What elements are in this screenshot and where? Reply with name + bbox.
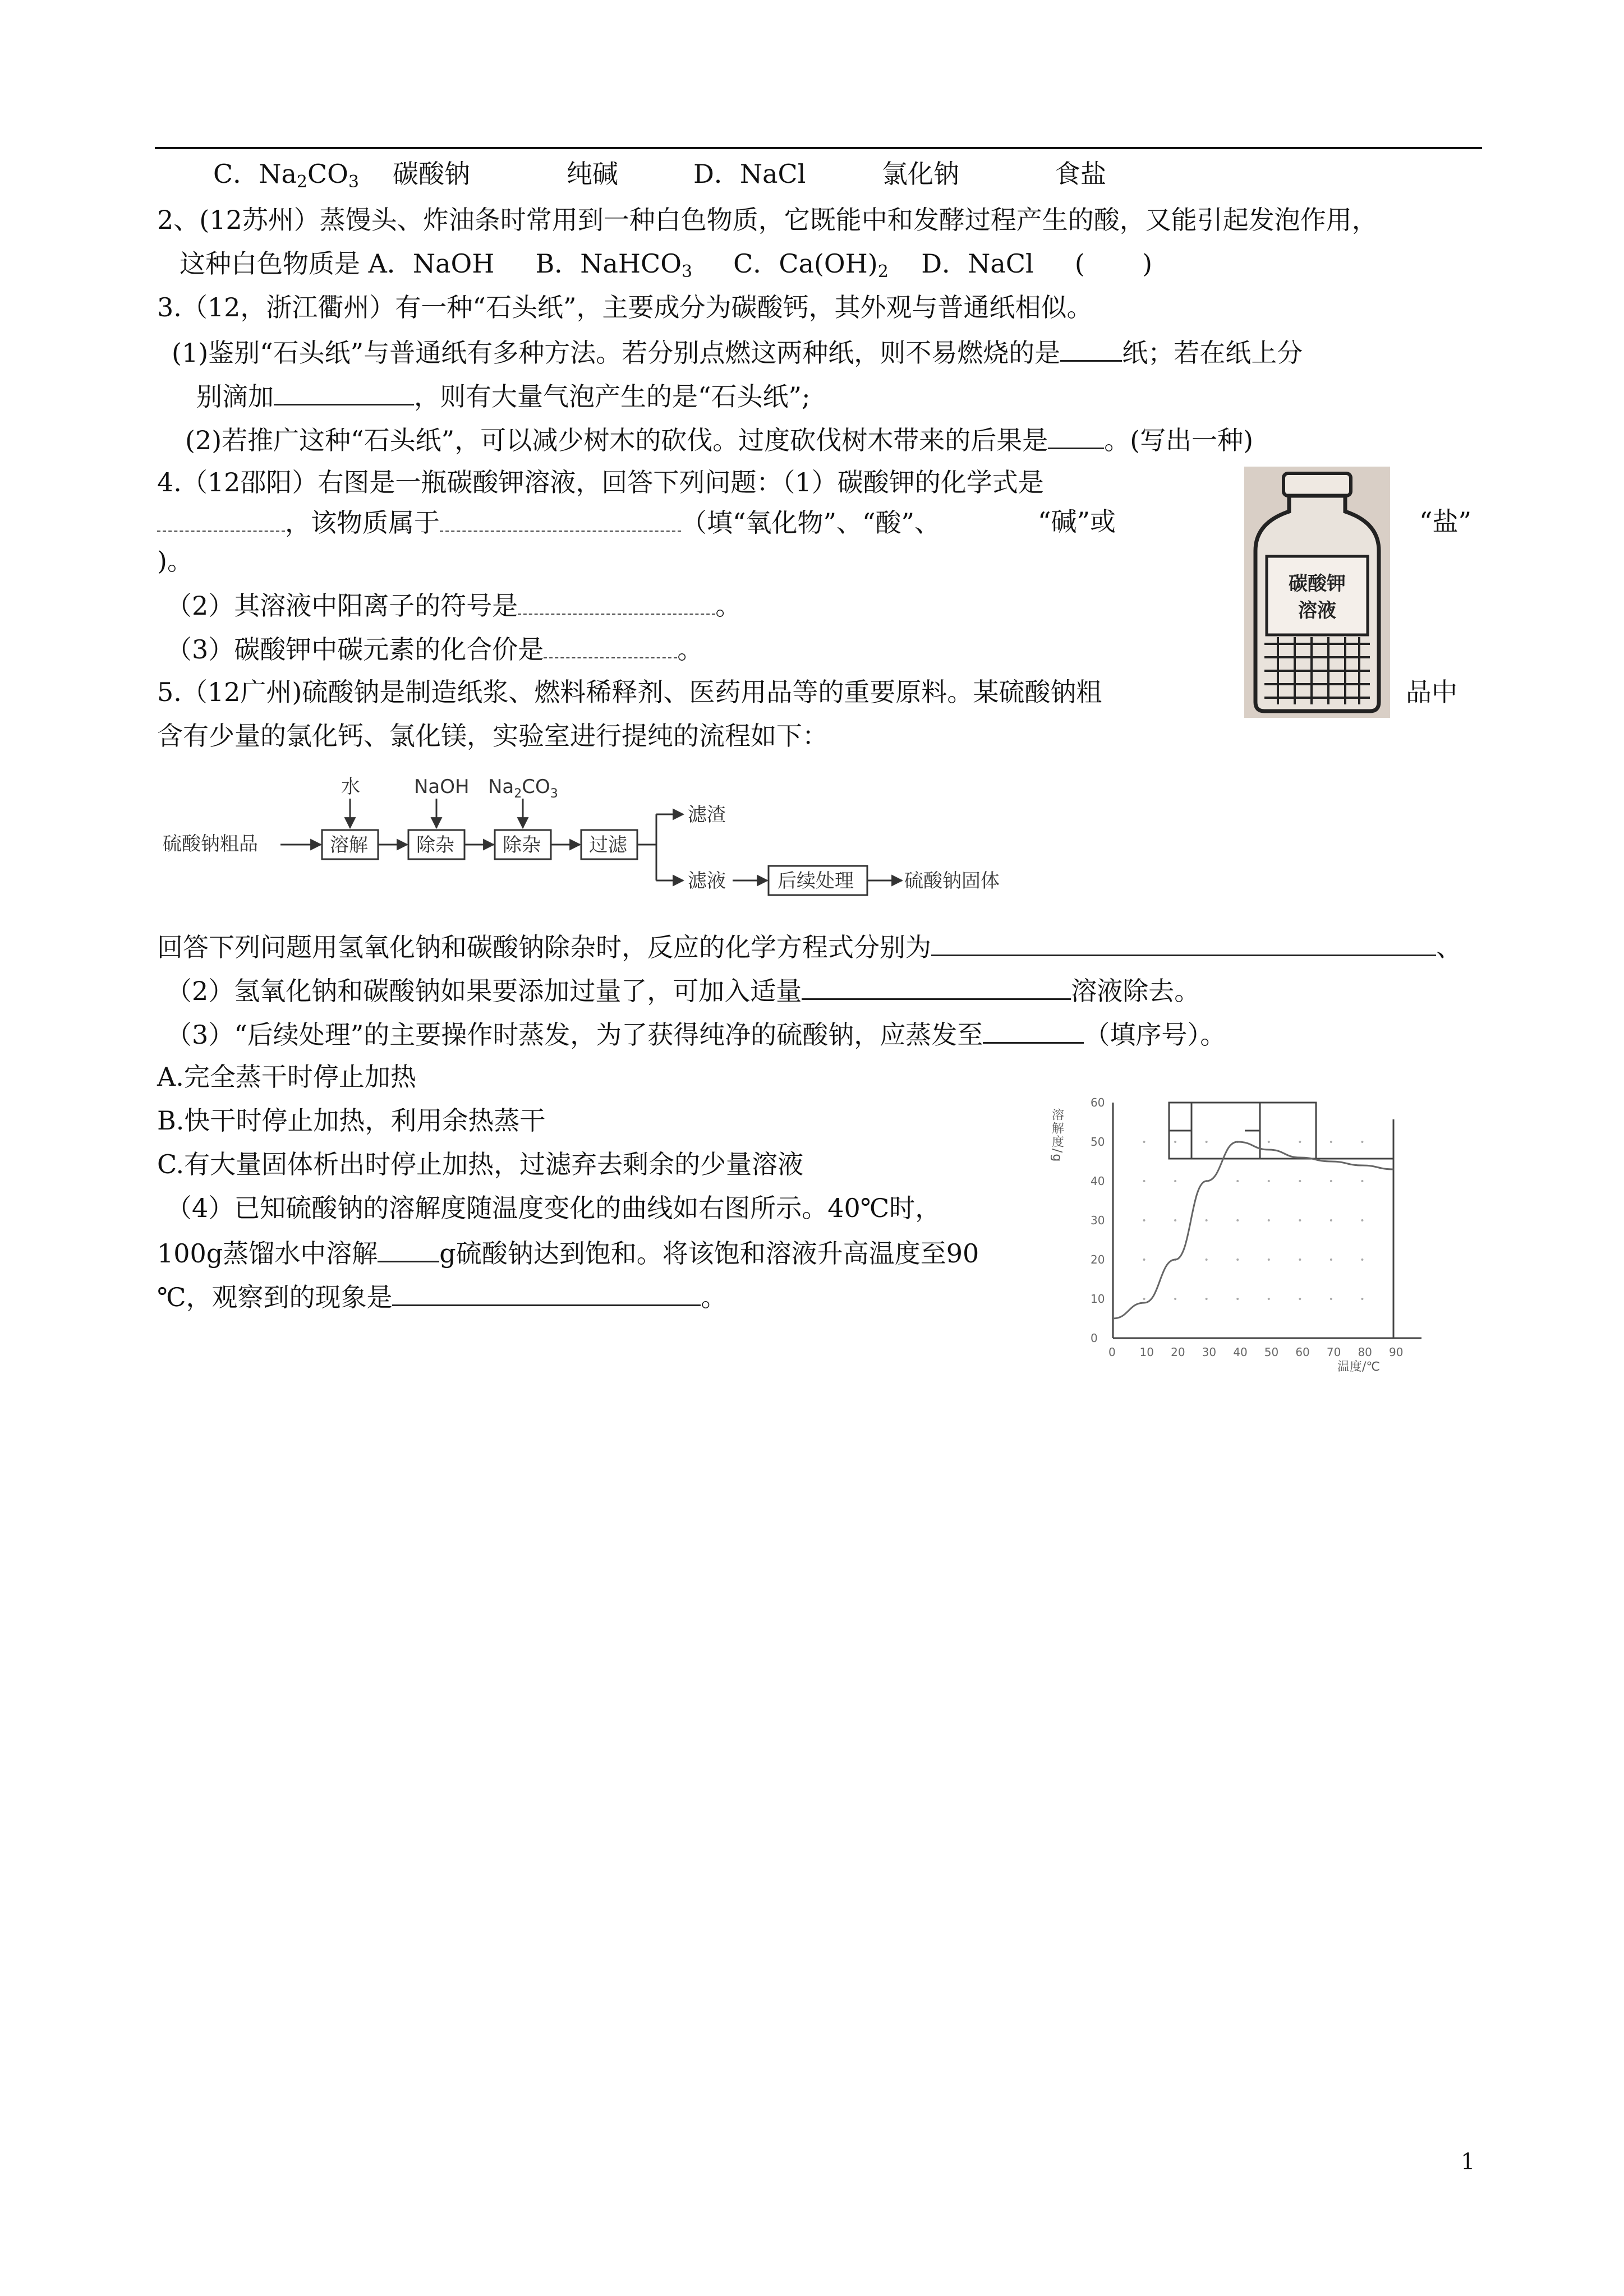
q4-line4: （2）其溶液中阳离子的符号是 。	[166, 588, 741, 623]
q5-blank-equations[interactable]	[931, 929, 1436, 956]
q2-line2: 这种白色物质是 A．NaOH B．NaHCO$_3$ C．$Ca(OH)_2$ D．NaCl ( )	[180, 248, 1153, 282]
chart-grid-dot	[1330, 1298, 1332, 1300]
q4-line2-salt: “盐”	[1419, 506, 1472, 537]
chart-grid-dot	[1206, 1219, 1208, 1221]
q5-line6: （4）已知硫酸钠的溶解度随温度变化的曲线如右图所示。40℃时，	[166, 1193, 941, 1223]
solubility-curve	[1113, 1142, 1393, 1318]
chart-grid-dot	[1361, 1219, 1363, 1221]
purification-flow-diagram	[163, 768, 1105, 903]
chart-xlabel: 温度/℃	[1337, 1360, 1381, 1374]
q4-blank-cation[interactable]	[518, 588, 715, 615]
svg-text:后续处理: 后续处理	[778, 870, 854, 892]
bottle-label-line2: 溶液	[1298, 600, 1336, 622]
chart-grid-dot	[1268, 1219, 1270, 1221]
svg-text:溶解: 溶解	[330, 834, 368, 856]
chart-grid-dot	[1143, 1258, 1145, 1261]
q3-blank-1[interactable]	[1060, 334, 1122, 362]
solubility-curve-chart	[1046, 1086, 1438, 1377]
chart-grid-dot	[1268, 1141, 1270, 1143]
chart-grid-dot	[1299, 1141, 1301, 1143]
chart-grid-dot	[1236, 1219, 1239, 1221]
chart-ylabel: 溶解度/g	[1050, 1108, 1064, 1163]
flow-filtrate: 滤液	[688, 870, 726, 892]
flow-residue: 滤渣	[688, 804, 726, 826]
chart-grid-dot	[1268, 1180, 1270, 1182]
chart-x-tick: 90	[1389, 1345, 1404, 1359]
chart-grid-dot	[1361, 1258, 1363, 1261]
q3-blank-2[interactable]	[274, 378, 414, 405]
q3-line4: (2)若推广这种“石头纸”，可以减少树木的砍伐。过度砍伐树木带来的后果是 。(写出一种)	[185, 422, 1253, 457]
chart-grid-dot	[1143, 1180, 1145, 1182]
q5-option-c: C.有大量固体析出时停止加热，过滤弃去剩余的少量溶液	[157, 1149, 804, 1179]
chart-x-tick: 0	[1108, 1345, 1116, 1359]
q5-line1-tail: 品中	[1406, 677, 1457, 707]
q5-line1: 5.（12广州)硫酸钠是制造纸浆、燃料稀释剂、医药用品等的重要原料。某硫酸钠粗	[157, 677, 1102, 707]
potassium-carbonate-bottle-image	[1244, 467, 1390, 718]
chart-grid-dot	[1361, 1298, 1363, 1300]
q5-line4: （2）氢氧化钠和碳酸钠如果要添加过量了，可加入适量 溶液除去。	[166, 972, 1200, 1008]
q4-line2-base: “碱”或	[1038, 506, 1116, 537]
svg-text:过滤: 过滤	[589, 834, 627, 856]
chart-grid-dot	[1299, 1258, 1301, 1261]
q3-blank-3[interactable]	[1048, 422, 1104, 449]
q3-line1: 3.（12，浙江衢州）有一种“石头纸”，主要成分为碳酸钙，其外观与普通纸相似。	[157, 292, 1093, 322]
chart-grid-dot	[1236, 1258, 1239, 1261]
chart-grid-dot	[1143, 1298, 1145, 1300]
q4-blank-category[interactable]	[440, 505, 681, 532]
bottle-label-line1: 碳酸钾	[1289, 573, 1346, 595]
chart-x-tick: 40	[1233, 1345, 1248, 1359]
q4-line5: （3）碳酸钾中碳元素的化合价是 。	[166, 631, 703, 666]
chart-x-tick: 30	[1202, 1345, 1217, 1359]
chart-grid-dot	[1268, 1258, 1270, 1261]
q2-line1: 2、(12苏州）蒸馒头、炸油条时常用到一种白色物质，它既能中和发酵过程产生的酸，又能引起发泡作用，	[157, 205, 1378, 235]
q3-line2: (1)鉴别“石头纸”与普通纸有多种方法。若分别点燃这两种纸，则不易燃烧的是 纸；若在纸上分	[172, 334, 1303, 370]
d-common: 食盐	[1055, 159, 1106, 189]
chart-grid-dot	[1206, 1298, 1208, 1300]
header-rule	[155, 147, 1482, 149]
chart-grid-dot	[1174, 1219, 1176, 1221]
c-name: 碳酸钠	[393, 159, 470, 189]
chart-grid-dot	[1143, 1219, 1145, 1221]
chart-grid-dot	[1174, 1141, 1176, 1143]
chart-x-tick: 10	[1139, 1345, 1154, 1359]
chart-x-tick: 80	[1358, 1345, 1372, 1359]
d-formula: D．NaCl	[693, 159, 806, 189]
chart-grid-dot	[1361, 1141, 1363, 1143]
chart-grid-dot	[1236, 1298, 1239, 1300]
chart-x-tick: 50	[1264, 1345, 1279, 1359]
chart-grid-dot	[1268, 1298, 1270, 1300]
flow-end: 硫酸钠固体	[904, 870, 1000, 892]
chart-grid-dot	[1143, 1141, 1145, 1143]
chart-x-tick: 70	[1326, 1345, 1341, 1359]
chart-x-tick: 20	[1171, 1345, 1185, 1359]
q4-line2: ，该物质属于 （填“氧化物”、“酸”、	[157, 505, 940, 540]
q4-blank-valence[interactable]	[544, 631, 677, 658]
chart-y-tick: 20	[1091, 1253, 1105, 1266]
chart-grid-dot	[1330, 1141, 1332, 1143]
q5-blank-phenomenon[interactable]	[392, 1279, 701, 1306]
chart-grid-dot	[1330, 1258, 1332, 1261]
q4-line3: )。	[157, 546, 193, 576]
header-options-line: C．$Na_2CO_3$	[213, 159, 359, 192]
flow-start: 硫酸钠粗品	[163, 833, 258, 855]
chart-grid-dot	[1299, 1219, 1301, 1221]
q5-option-b: B.快干时停止加热，利用余热蒸干	[157, 1105, 546, 1136]
chart-y-tick: 0	[1091, 1331, 1098, 1345]
q5-option-a: A.完全蒸干时停止加热	[157, 1062, 416, 1092]
q5-line2: 含有少量的氯化钙、氯化镁，实验室进行提纯的流程如下：	[157, 721, 828, 751]
chart-grid-dot	[1206, 1258, 1208, 1261]
flow-reagent-na2co3: $Na_2CO_3$	[488, 776, 558, 801]
chart-grid-dot	[1330, 1219, 1332, 1221]
q5-line5: （3）“后续处理”的主要操作时蒸发，为了获得纯净的硫酸钠，应蒸发至 （填序号）。	[166, 1016, 1226, 1052]
q5-line7: 100g蒸馏水中溶解 g硫酸钠达到饱和。将该饱和溶液升高温度至90	[157, 1235, 979, 1270]
q4-blank-formula[interactable]	[157, 505, 285, 532]
chart-grid-dot	[1206, 1141, 1208, 1143]
q5-line3: 回答下列问题用氢氧化钠和碳酸钠除杂时，反应的化学方程式分别为 、	[157, 929, 1462, 964]
chart-grid-dot	[1236, 1180, 1239, 1182]
q4-line1: 4.（12邵阳）右图是一瓶碳酸钾溶液，回答下列问题：（1）碳酸钾的化学式是	[157, 467, 1044, 497]
chart-x-tick: 60	[1295, 1345, 1310, 1359]
chart-grid-dot	[1361, 1180, 1363, 1182]
chart-y-tick: 30	[1091, 1214, 1105, 1227]
chart-y-tick: 50	[1091, 1135, 1105, 1149]
chart-y-tick: 60	[1091, 1096, 1105, 1109]
q5-blank-mass[interactable]	[378, 1235, 439, 1262]
svg-text:除杂: 除杂	[503, 834, 541, 856]
q3-line3: 别滴加 ，则有大量气泡产生的是“石头纸”;	[196, 378, 811, 413]
flow-reagent-water: 水	[341, 776, 360, 798]
q5-blank-solution[interactable]	[802, 972, 1071, 1000]
q5-line8: ℃，观察到的现象是 。	[157, 1279, 726, 1314]
q5-blank-option[interactable]	[983, 1016, 1084, 1044]
chart-grid-dot	[1299, 1180, 1301, 1182]
page-number: 1	[1461, 2149, 1475, 2175]
chart-grid-dot	[1330, 1180, 1332, 1182]
chart-grid-dot	[1299, 1298, 1301, 1300]
chart-y-tick: 10	[1091, 1292, 1105, 1306]
chart-grid-dot	[1174, 1298, 1176, 1300]
flow-reagent-naoh: NaOH	[414, 776, 470, 798]
chart-y-tick: 40	[1091, 1174, 1105, 1188]
d-name: 氯化钠	[882, 159, 959, 189]
c-common: 纯碱	[567, 159, 618, 189]
svg-text:除杂: 除杂	[416, 834, 454, 856]
chart-grid-dot	[1174, 1180, 1176, 1182]
